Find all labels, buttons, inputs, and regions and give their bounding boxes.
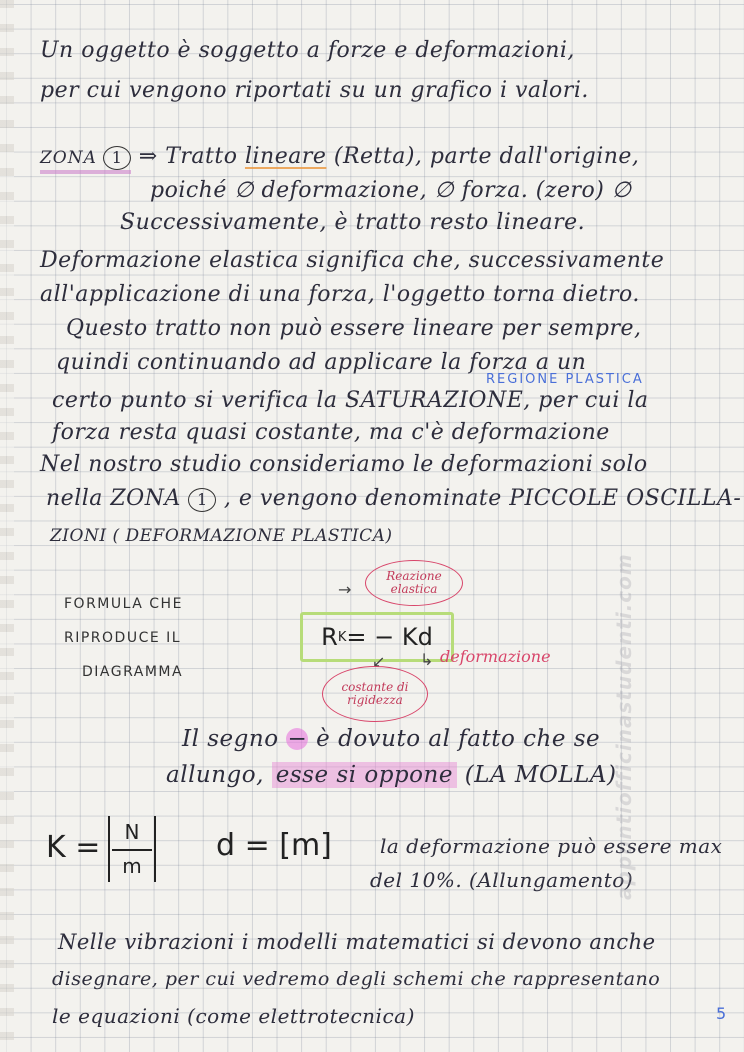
page-number: 5 [716,1004,727,1023]
formula-label-3: DIAGRAMMA [82,664,184,680]
text-line-7: all'applicazione di una forza, l'oggetto torna dietro. [40,282,640,307]
notebook-binding [0,0,14,1052]
d-unit: d = [m] [216,828,332,863]
zona-arrow-text: ⇒ Tratto [131,144,245,169]
costante-arrow: ↙ [372,652,386,671]
segno-line-2 [166,762,616,788]
text-line-8: Questo tratto non può essere lineare per sempre, [66,316,642,341]
text-line-11: forza resta quasi costante, ma c'è deformazione [52,420,610,445]
segno-line-1 [182,726,600,752]
costante-rigidezza-bubble: costante di rigidezza [322,666,428,722]
text-line-1: Un oggetto è soggetto a forze e deformazioni, [40,38,575,63]
segno-text-d: (LA MOLLA) [456,762,617,788]
k-unit-fraction [108,816,156,882]
minus-sign-highlight: − [287,726,308,752]
k-symbol: K = [46,830,101,865]
k-unit-numerator: N [124,820,140,844]
watermark: appuntiofficinastudenti.com [612,553,636,900]
text-line-5: Successivamente, è tratto resto lineare. [120,210,586,235]
text-line-6: Deformazione elastica significa che, successivamente [40,248,665,273]
zona-number-circle-2: 1 [188,488,216,512]
closing-line-1: Nelle vibrazioni i modelli matematici si devono anche [58,930,656,954]
formula-label-2: RIPRODUCE IL [64,630,182,646]
lineare-word: lineare [244,144,327,169]
segno-text-c: allungo, [166,762,272,788]
zona-rest-text: (Retta), parte dall'origine, [326,144,640,169]
regione-plastica-note: REGIONE PLASTICA [486,372,644,387]
text-line-9: quindi continuando ad applicare la forza a un [56,350,587,375]
reazione-elastica-bubble: Reazione elastica [365,560,463,606]
segno-text-a: Il segno [182,726,287,752]
segno-text-b: è dovuto al fatto che se [308,726,601,752]
text-line-14: ZIONI ( DEFORMAZIONE PLASTICA) [50,526,393,546]
text-line-zona-1 [40,144,639,174]
nella-zona-text: nella ZONA [46,486,181,511]
closing-line-3: le equazioni (come elettrotecnica) [52,1004,415,1028]
formula-label-1: FORMULA CHE [64,596,183,612]
formula-r: R [321,623,338,651]
text-line-12: Nel nostro studio consideriamo le deformazioni solo [40,452,648,477]
zona-label-text: ZONA [40,148,97,168]
closing-line-2: disegnare, per cui vedremo degli schemi che rappresentano [52,968,661,990]
oppone-highlight: esse si oppone [272,762,457,788]
formula-sub: K [337,629,347,645]
deformazione-note: deformazione [440,647,551,666]
text-line-13 [46,486,741,512]
fraction-bar [112,849,152,851]
piccole-oscillazioni-text: , e vengono denominate PICCOLE OSCILLA- [223,486,742,511]
text-line-10: certo punto si verifica la SATURAZIONE, per cui la [52,388,649,413]
zona-number-circle: 1 [103,146,131,170]
deformazione-max-note: la deformazione può essere max [380,834,723,858]
text-line-2: per cui vengono riportati su un grafico i valori. [40,78,589,103]
allungamento-note: del 10%. (Allungamento) [370,868,634,892]
reazione-arrow: → [338,580,352,599]
k-unit-denominator: m [122,854,142,878]
zona-label [40,146,131,174]
text-line-4: poiché ∅ deformazione, ∅ forza. (zero) ∅ [150,178,632,203]
formula-rhs: = − Kd [346,623,433,651]
deformazione-arrow: ↳ [420,650,434,669]
